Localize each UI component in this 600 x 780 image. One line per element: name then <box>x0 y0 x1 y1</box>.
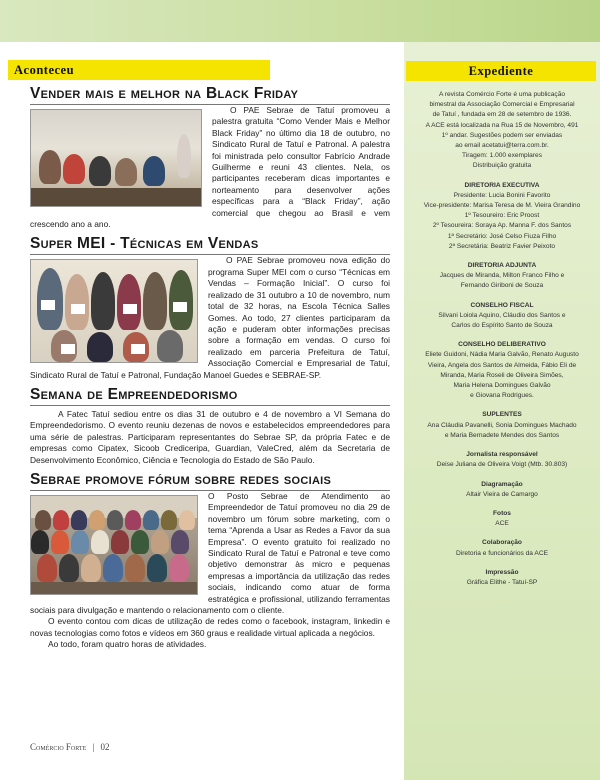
group-line: Deise Juliana de Oliveira Voigt (Mtb. 30.803) <box>436 461 568 469</box>
article-title: Vender mais e melhor na Black Friday <box>30 84 390 105</box>
group-line: Fernando Giriboni de Souza <box>460 282 544 290</box>
group-line: Eliete Guidoni, Nádia Maria Galvão, Renato Augusto <box>425 351 579 359</box>
expediente-intro <box>408 90 596 172</box>
expediente-groups <box>408 181 596 589</box>
group-heading: CONSELHO FISCAL <box>470 301 534 309</box>
article-super-mei <box>30 234 390 380</box>
group-heading: CONSELHO DELIBERATIVO <box>458 341 546 349</box>
group-heading: Impressão <box>485 568 519 576</box>
article-title: Semana de Empreendedorismo <box>30 385 390 406</box>
intro-line: Tiragem: 1.000 exemplares <box>461 152 543 160</box>
group-heading: Jornalista responsável <box>466 451 538 459</box>
intro-line: Distribuição gratuita <box>472 162 532 170</box>
group-line: 1º Tesoureiro: Eric Proost <box>464 212 540 220</box>
page-footer <box>30 742 110 752</box>
section-tag: Aconteceu <box>8 60 270 80</box>
main-column <box>30 84 390 655</box>
article-body: O PAE Sebrae de Tatuí promoveu a palestra gratuita “Como Vender Mais e Melhor Black Friday” no último dia 18 de outubro, no Sindicato Rural de Tatuí e Patronal. A palestra foi ministrada pelo consultor Fabrício Andrade Guilherme e reuni 43 clientes. Nela, os participantes receberam dicas importantes e norteamento para desenvolver ações específicas para a “Black Friday”, ação comercial que chegou ao Brasil e vem crescendo ano a ano. <box>30 105 390 230</box>
expediente-content <box>408 90 596 588</box>
group-heading: SUPLENTES <box>482 411 522 419</box>
group-heading: Colaboração <box>482 539 522 547</box>
group-heading: DIRETORIA ADJUNTA <box>467 262 537 270</box>
article-title: Super MEI - Técnicas em Vendas <box>30 234 390 255</box>
group-line: e Maria Bernadete Mendes dos Santos <box>444 431 560 439</box>
group-line: Gráfica Elithe - Tatuí-SP <box>466 578 538 586</box>
group-line: 1ª Secretário: José Celso Fiuza Filho <box>447 232 557 240</box>
intro-line: 1º andar. Sugestões podem ser enviadas <box>441 131 563 139</box>
group-line: 2ª Secretária: Beatriz Favier Peixoto <box>448 242 556 250</box>
article-body: A Fatec Tatuí sediou entre os dias 31 de outubro e 4 de novembro a VI Semana do Empreendedorismo. O evento reuniu dezenas de novos e estabelecidos empreendedores para uma série de palestras. Participaram representantes do Sebrae SP, da própria Fatec e de empresas como Cipatex, Sicoob Crediceripa, Guardian, ValeCred, além da Secretaria de Desenvolvimento Econômico, Ciência e Tecnologia do Estado de São Paulo. <box>30 408 390 465</box>
footer-separator: | <box>92 742 95 752</box>
article-title: Sebrae promove fórum sobre redes sociais <box>30 470 390 491</box>
intro-line: de Tatuí , fundada em 28 de setembro de 1936. <box>432 111 572 119</box>
group-line: Vice-presidente: Marisa Teresa de M. Vieira Grandino <box>423 202 581 210</box>
article-black-friday <box>30 84 390 230</box>
group-heading: DIRETORIA EXECUTIVA <box>464 181 540 189</box>
article-body: O PAE Sebrae promoveu nova edição do programa Super MEI com o curso “Técnicas em Vendas – Formação Inicial”. O curso foi realizado de 31 outubro a 10 de novembro, num total de 32 horas, na Escola Técnica Salles Gomes. Ao todo, 27 clientes participaram da ação e puderam obter informações precisas sobre a formação em vendas. O curso foi realizado em parceria Prefeitura de Tatuí, Associação Comercial e Empresarial de Tatuí, Sindicato Rural de Tatuí e Patronal, Fundação Manoel Guedes e SEBRAE-SP. <box>30 255 390 380</box>
top-color-band <box>0 0 600 42</box>
expediente-tag: Expediente <box>406 61 596 81</box>
photo-forum-group <box>30 495 198 595</box>
intro-line: A revista Comércio Forte é uma publicação <box>438 91 566 98</box>
group-line: e Giovana Rodrigues. <box>470 392 534 400</box>
group-heading: Diagramação <box>481 480 523 488</box>
article-body-3: Ao todo, foram quatro horas de atividades. <box>48 639 207 650</box>
article-semana-empreendedorismo <box>30 385 390 466</box>
group-line: Ana Cláudia Pavanelli, Sonia Domingues Machado <box>427 421 577 429</box>
group-line: Silvani Loiola Aquino, Cláudio dos Santos e <box>438 311 566 319</box>
page-number: 02 <box>100 742 110 752</box>
photo-audience <box>30 109 202 207</box>
group-line: Vieira, Angela dos Santos de Almeida, Fábio Eli de <box>427 361 577 369</box>
group-line: ACE <box>495 520 509 528</box>
publication-name: Comércio Forte <box>30 742 87 752</box>
group-line: Presidente: Lucia Bonini Favorito <box>453 191 551 199</box>
group-line: Maria Helena Domingues Galvão <box>453 382 551 390</box>
group-line: Diretoria e funcionários da ACE <box>456 549 548 557</box>
intro-line: ao email acetatui@terra.com.br. <box>455 142 549 150</box>
article-body: O Posto Sebrae de Atendimento ao Empreendedor de Tatuí promoveu no dia 29 de novembro um fórum sobre marketing, com o tema “Aprenda a Usar as Redes a Favor da sua Empresa”. O evento gratuito foi realizado no Sindicato Rural de Tatuí e Patronal e teve como objetivo demonstrar às micro e pequenas empresas a importância da utilização das redes sociais, indicando como atuar de forma estratégica e profissional, utilizando ferramentas sociais para divulgação e mantendo o relacionamento com o cliente. <box>30 490 390 616</box>
intro-line: A ACE está localizada na Rua 15 de Novembro, 491 <box>425 121 579 129</box>
photo-certificates <box>30 259 198 363</box>
group-line: Jacques de Miranda, Milton Franco Filho e <box>439 272 565 280</box>
article-forum-redes-sociais <box>30 470 390 651</box>
group-line: Carlos do Espírito Santo de Souza <box>451 322 553 330</box>
group-line: 2º Tesoureira: Soraya Ap. Manna F. dos Santos <box>432 222 572 230</box>
intro-line: bimestral da Associação Comercial e Empresarial <box>429 101 575 109</box>
group-line: Altair Vieira de Camargo <box>466 490 538 498</box>
article-body-2: O evento contou com dicas de utilização de redes como o facebook, instagram, linkedin e novas tecnologias como fotos e vídeos em 360 graus e realidade virtual aplicada a negócios. <box>30 616 390 638</box>
group-heading: Fotos <box>493 509 511 517</box>
group-line: Miranda, Maria Roseli de Oliveira Simões, <box>440 371 564 379</box>
